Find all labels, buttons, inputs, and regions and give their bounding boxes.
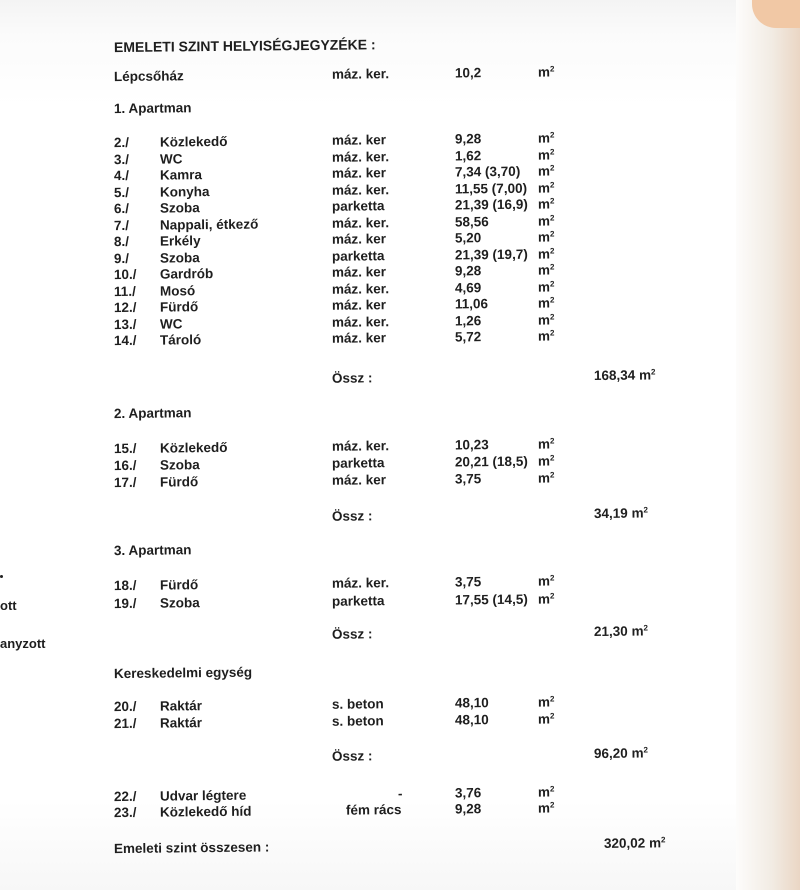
stairwell-name: Lépcsőház [113, 68, 184, 85]
room-row: 21./ Raktár s. beton 48,10 $m^2$ [113, 711, 555, 732]
room-row: 19./ Szoba parketta 17,55 (14,5) $m^2$ [113, 591, 555, 612]
apartment3-total: 21,30 $m^2$ [593, 623, 649, 640]
stairwell-unit: $m^2$ [537, 64, 555, 80]
room-row: 9./ Szoba parketta 21,39 (19,7) $m^2$ [113, 245, 555, 266]
margin-fragment-1: ott [0, 598, 17, 613]
room-row: 16./ Szoba parketta 20,21 (18,5) $m^2$ [113, 453, 555, 474]
apartment1-heading-text: 1. Apartman [113, 100, 192, 117]
apartment1-total: 168,34 $m^2$ [593, 367, 656, 384]
total-label: Össz : [331, 748, 373, 764]
room-row: 6./ Szoba parketta 21,39 (16,9) $m^2$ [113, 196, 555, 217]
commercial-heading-text: Kereskedelmi egység [113, 664, 253, 682]
grand-total-value: 320,02 $m^2$ [603, 835, 666, 851]
total-label: Össz : [331, 626, 373, 642]
room-row: 14./ Tároló máz. ker 5,72 $m^2$ [113, 328, 555, 349]
stairwell-material: máz. ker. [331, 66, 390, 82]
room-row: 13./ WC máz. ker. 1,26 $m^2$ [113, 311, 555, 332]
room-row: 5./ Konyha máz. ker. 11,55 (7,00) $m^2$ [113, 179, 555, 200]
room-row: 4./ Kamra máz. ker 7,34 (3,70) $m^2$ [113, 163, 555, 184]
room-row: 17./ Fürdő máz. ker 3,75 $m^2$ [113, 470, 555, 491]
room-row: 11./ Mosó máz. ker. 4,69 $m^2$ [113, 278, 555, 299]
room-row: 15./ Közlekedő máz. ker. 10,23 $m^2$ [113, 436, 555, 457]
apartment2-total: 34,19 $m^2$ [593, 505, 649, 522]
room-row: 22./ Udvar légtere - 3,76 $m^2$ [113, 784, 555, 805]
room-row: 20./ Raktár s. beton 48,10 $m^2$ [113, 694, 555, 715]
commercial-total: 96,20 $m^2$ [593, 745, 649, 762]
room-row: 10./ Gardrób máz. ker 9,28 $m^2$ [113, 262, 555, 283]
apartment2-heading-text: 2. Apartman [113, 405, 192, 422]
room-row: 23./ Közlekedő híd fém rács 9,28 $m^2$ [113, 800, 555, 821]
room-row: 7./ Nappali, étkező máz. ker. 58,56 $m^2$ [113, 212, 555, 233]
room-row: 8./ Erkély máz. ker 5,20 $m^2$ [113, 229, 555, 250]
grand-total-label: Emeleti szint összesen : [113, 839, 270, 857]
room-row: 18./ Fürdő máz. ker. 3,75 $m^2$ [113, 573, 555, 594]
stairwell-value: 10,2 [454, 65, 482, 81]
room-row: 2./ Közlekedő máz. ker 9,28 $m^2$ [113, 130, 555, 151]
total-label: Össz : [331, 508, 373, 524]
title-text: EMELETI SZINT HELYISÉGJEGYZÉKE : [113, 36, 376, 56]
total-label: Össz : [331, 370, 373, 386]
apartment3-heading-text: 3. Apartman [113, 542, 192, 559]
room-row: 12./ Fürdő máz. ker 11,06 $m^2$ [113, 295, 555, 316]
room-row: 3./ WC máz. ker. 1,62 $m^2$ [113, 146, 555, 167]
margin-fragment-2: anyzott [0, 636, 46, 651]
